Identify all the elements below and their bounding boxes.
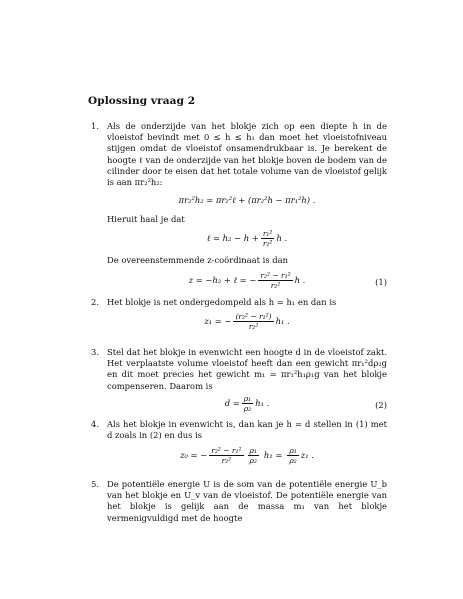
fraction: $\frac{\text{ρ₁}}{\text{ρ₂}}$: [249, 446, 257, 466]
equation: z₀ = − $\frac{\text{r₂² − r₁²}}{\text{r₂²}}$ $\frac{\text{ρ₁}}{\text{ρ₂}}$ h₁ = $\frac{\text{ρ₁}}{\text{ρ₂}}$ z₁ .: [180, 446, 314, 466]
paragraph: Als het blokje in evenwicht is, dan kan je h = d stellen in (1) met d zoals in (2) en dus is: [107, 419, 387, 441]
paragraph: De potentiële energie U is de som van de potentiële energie U_b van het blokje en U_v van de vloeistof. De potentiële energie van het blokje is gelijk aan de massa m₁ van het blokje vermenigvuldigd met de hoogte: [107, 479, 387, 523]
list-item: [91, 297, 387, 338]
section-title: Oplossing vraag 2: [88, 95, 196, 107]
fraction: $\frac{\text{r₂² − r₁²}}{\text{r₂²}}$: [211, 446, 242, 466]
list-item: [91, 121, 387, 297]
paragraph: Als de onderzijde van het blokje zich op een diepte h in de vloeistof bevindt met 0 ≤ h ≤ h₁ dan moet het vloeistofniveau stijgen omdat de vloeistof onsamendrukbaar is. Je berekent de hoogte ℓ van de onderzijde van het blokje boven de bodem van de cilinder door te eisen dat het totale volume van de vloeistof gelijk is aan πr₂²h₂:: [107, 121, 387, 188]
fraction: $\frac{\text{ρ₁}}{\text{ρ₂}}$: [289, 446, 297, 466]
equation: z = −h₂ + ℓ = − $\frac{\text{r₂² − r₁²}}{\text{r₂²}}$ h .: [188, 270, 306, 290]
list-item: [91, 419, 387, 475]
equation: d = $\frac{\text{ρ₁}}{\text{ρ₂}}$ h₁ .: [224, 393, 270, 413]
paragraph: Het blokje is net ondergedompeld als h = h₁ en dan is: [107, 297, 337, 307]
fraction: $\frac{\text{(r₂² − r₁²)}}{\text{r₂²}}$: [235, 312, 272, 332]
equation: πr₂²h₂ = πr₂²ℓ + (πr₂²h − πr₁²h) .: [178, 195, 316, 206]
item-number: 5.: [91, 479, 99, 489]
list-item: [91, 347, 387, 418]
item-number: 2.: [91, 297, 99, 307]
equation: z₁ = − $\frac{\text{(r₂² − r₁²)}}{\text{r₂²}}$ h₁ .: [204, 312, 290, 332]
paragraph: Hieruit haal je dat: [107, 214, 185, 225]
item-number: 1.: [91, 121, 99, 131]
fraction: $\frac{\text{r₂² − r₁²}}{\text{r₂²}}$: [260, 270, 291, 290]
equation: ℓ = h₂ − h + $\frac{\text{r₁²}}{\text{r₂²}}$ h .: [206, 229, 288, 249]
paragraph: Stel dat het blokje in evenwicht een hoogte d in de vloeistof zakt. Het verplaatste volume vloeistof heeft dan een gewicht πr₁²dρ₂g en dit moet precies het gewicht m₁ = πr₁²h₁ρ₁g van het blokje compenseren. Daarom is: [107, 347, 387, 391]
fraction: $\frac{\text{ρ₁}}{\text{ρ₂}}$: [243, 393, 252, 413]
equation-number: (1): [375, 276, 387, 287]
item-number: 3.: [91, 347, 99, 357]
item-number: 4.: [91, 419, 99, 429]
equation-number: (2): [375, 399, 387, 410]
paragraph: De overeenstemmende z-coördinaat is dan: [107, 255, 289, 266]
fraction: $\frac{\text{r₁²}}{\text{r₂²}}$: [262, 229, 273, 249]
list-item: [91, 479, 387, 524]
